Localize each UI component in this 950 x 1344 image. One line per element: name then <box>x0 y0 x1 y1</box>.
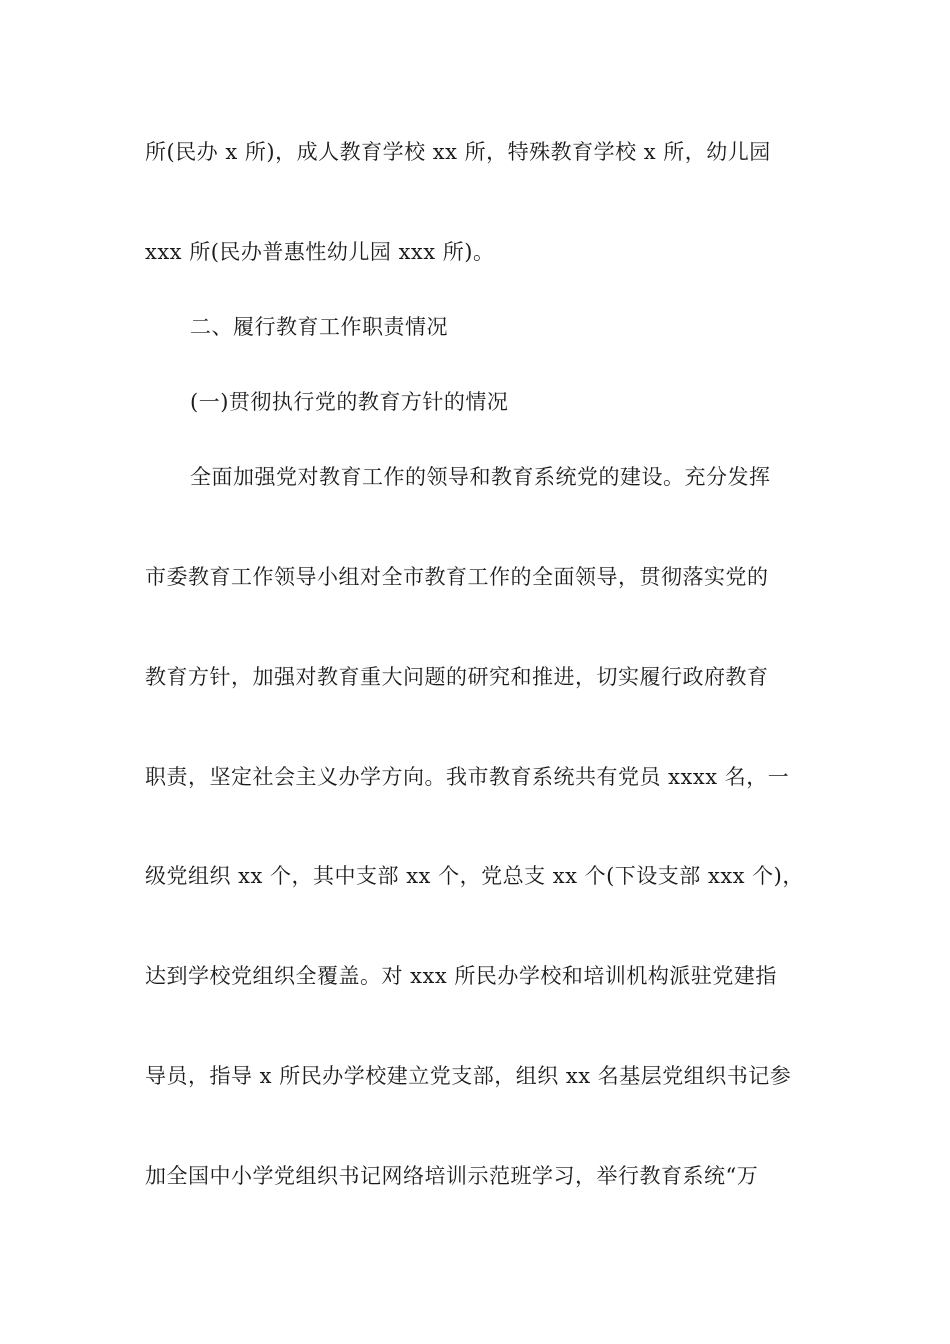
body-text-line: 级党组织 xx 个，其中支部 xx 个，党总支 xx 个(下设支部 xxx 个)， <box>145 864 804 888</box>
body-text-line: xxx 所(民办普惠性幼儿园 xxx 所)。 <box>145 240 495 264</box>
body-text-line: 教育方针，加强对教育重大问题的研究和推进，切实履行政府教育 <box>145 665 769 689</box>
paragraph-first-line: 全面加强党对教育工作的领导和教育系统党的建设。充分发挥 <box>190 465 771 489</box>
body-text-line: 所(民办 x 所)，成人教育学校 xx 所，特殊教育学校 x 所，幼儿园 <box>145 140 771 164</box>
body-text-line: 导员，指导 x 所民办学校建立党支部，组织 xx 名基层党组织书记参 <box>145 1064 792 1088</box>
body-text-line: 市委教育工作领导小组对全市教育工作的全面领导，贯彻落实党的 <box>145 565 769 589</box>
body-text-line: 加全国中小学党组织书记网络培训示范班学习，举行教育系统“万 <box>145 1164 759 1188</box>
subsection-heading: (一)贯彻执行党的教育方针的情况 <box>190 390 509 414</box>
body-text-line: 达到学校党组织全覆盖。对 xxx 所民办学校和培训机构派驻党建指 <box>145 964 777 988</box>
body-text-line: 职责，坚定社会主义办学方向。我市教育系统共有党员 xxxx 名，一 <box>145 765 790 789</box>
section-heading: 二、履行教育工作职责情况 <box>190 315 448 339</box>
